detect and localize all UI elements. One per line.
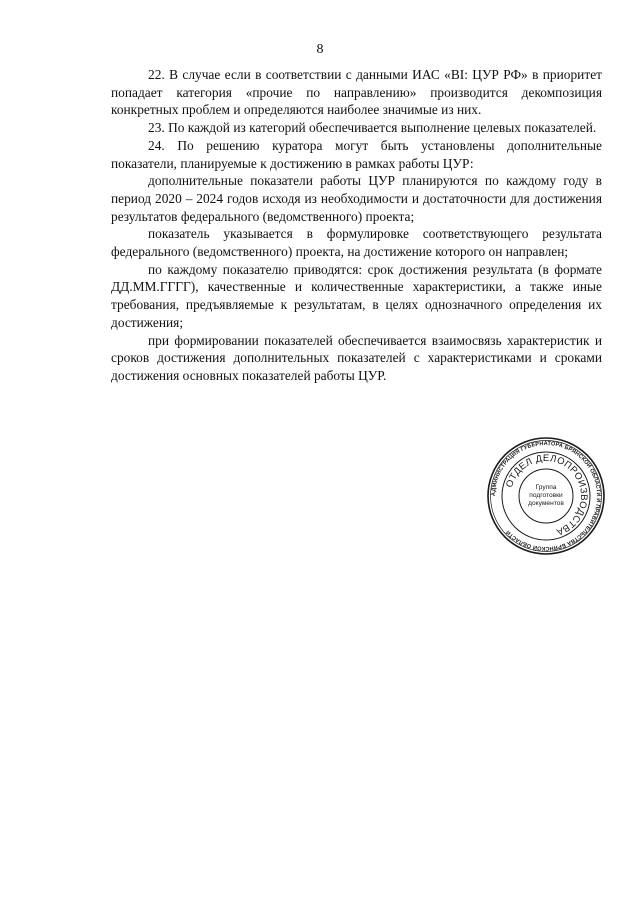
page-number: 8 <box>316 42 324 57</box>
list-item-indicator-details: по каждому показателю приводятся: срок достижения результата (в формате ДД.ММ.ГГГГ), качественные и количественные характеристики, а также иные требования, предъявляемые к результатам, в целях однозначного определения их достижения; <box>111 261 602 330</box>
list-item-indicator-wording: показатель указывается в формулировке соответствующего результата федерального (ведомственного) проекта, на достижение которого он направлен; <box>111 226 602 260</box>
paragraph-24: 24. По решению куратора могут быть установлены дополнительные показатели, планируемые к достижению в рамках работы ЦУР: <box>111 137 602 171</box>
stamp-center-line-2: подготовки <box>529 491 563 499</box>
stamp-center-text <box>521 471 571 521</box>
paragraph-23: 23. По каждой из категорий обеспечивается выполнение целевых показателей. <box>148 120 597 136</box>
paragraph-22: 22. В случае если в соответствии с данными ИАС «BI: ЦУР РФ» в приоритет попадает категория «прочие по направлению» производится декомпозиция конкретных проблем и определяются наиболее значимые из них. <box>111 67 602 118</box>
stamp-inner-text: ОТДЕЛ ДЕЛОПРОИЗВОДСТВА <box>504 452 590 538</box>
stamp-center-line-3: документов <box>528 500 564 508</box>
list-item-additional-indicators: дополнительные показатели работы ЦУР планируются по каждому году в период 2020 – 2024 годов исходя из необходимости и достаточности для достижения результатов федерального (ведомственного) проекта; <box>111 173 602 224</box>
list-item-indicator-linkage: при формировании показателей обеспечивается взаимосвязь характеристик и сроков достижения дополнительных показателей с характеристиками и сроками достижения основных показателей работы ЦУР. <box>111 332 602 383</box>
stamp-center-line-1: Группа <box>535 483 557 491</box>
office-stamp <box>486 436 606 556</box>
document-body <box>111 66 602 385</box>
stamp-outer-text: АДМИНИСТРАЦИЯ ГУБЕРНАТОРА БРЯНСКОЙ ОБЛАСТИ И ПРАВИТЕЛЬСТВА БРЯНСКОЙ ОБЛАСТИ <box>490 440 602 552</box>
